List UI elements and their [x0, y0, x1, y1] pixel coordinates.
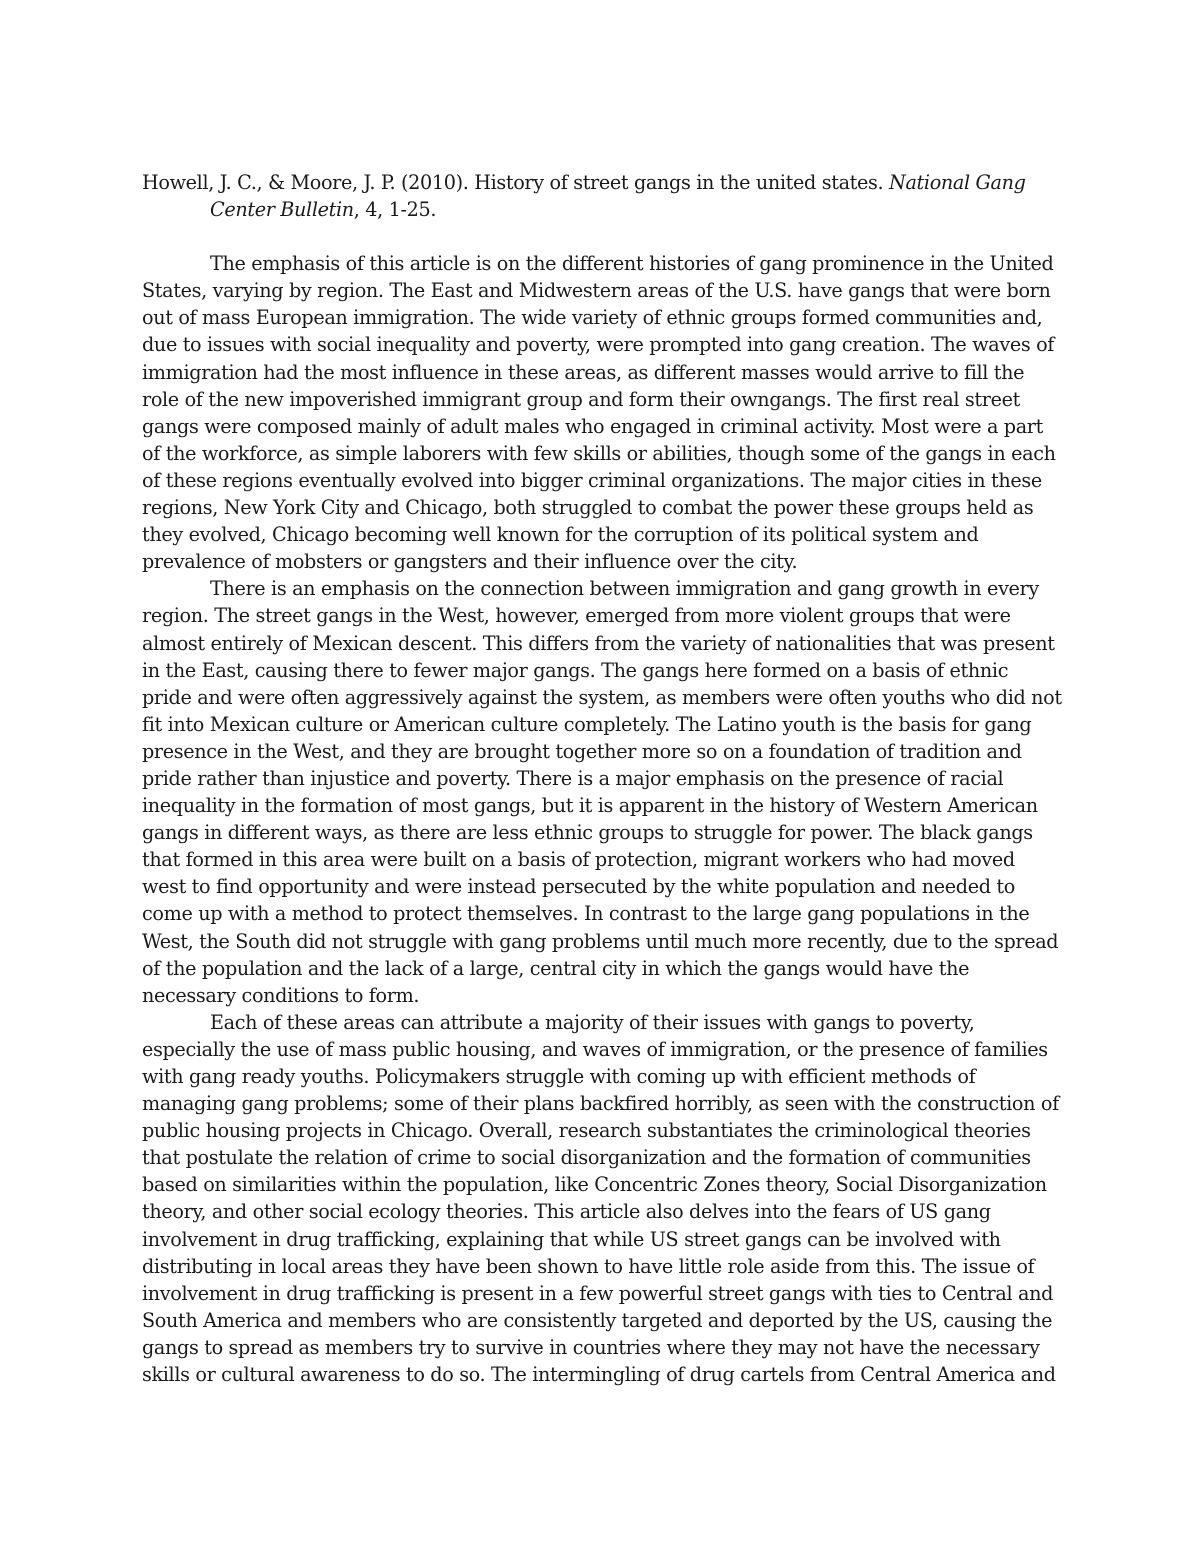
- citation-authors-title: Howell, J. C., & Moore, J. P. (2010). History of street gangs in the united states.: [142, 171, 890, 194]
- citation-volume-pages: , 4, 1-25.: [353, 198, 437, 222]
- citation-journal: National Gang Center Bulletin: [210, 171, 1026, 222]
- paragraph-2: There is an emphasis on the connection between immigration and gang growth in every region. The street gangs in the West, however, emerged from more violent groups that were almost entirely of Mexican descent. This differs from the variety of nationalities that was present in the East, causing there to fewer major gangs. The gangs here formed on a basis of ethnic pride and were often aggressively against the system, as members were often youths who did not fit into Mexican culture or American culture completely. The Latino youth is the basis for gang presence in the West, and they are brought together more so on a foundation of tradition and pride rather than injustice and poverty. There is a major emphasis on the presence of racial inequality in the formation of most gangs, but it is apparent in the history of Western American gangs in different ways, as there are less ethnic groups to struggle for power. The black gangs that formed in this area were built on a basis of protection, migrant workers who had moved west to find opportunity and were instead persecuted by the white population and needed to come up with a method to protect themselves. In contrast to the large gang populations in the West, the South did not struggle with gang problems until much more recently, due to the spread of the population and the lack of a large, central city in which the gangs would have the necessary conditions to form.: [142, 577, 1062, 1007]
- paragraph-3: Each of these areas can attribute a majority of their issues with gangs to poverty, especially the use of mass public housing, and waves of immigration, or the presence of families with gang ready youths. Policymakers struggle with coming up with efficient methods of managing gang problems; some of their plans backfired horribly, as seen with the construction of public housing projects in Chicago. Overall, research substantiates the criminological theories that postulate the relation of crime to social disorganization and the formation of communities based on similarities within the population, like Concentric Zones theory, Social Disorganization theory, and other social ecology theories. This article also delves into the fears of US gang involvement in drug trafficking, explaining that while US street gangs can be involved with distributing in local areas they have been shown to have little role aside from this. The issue of involvement in drug trafficking is present in a few powerful street gangs with ties to Central and South America and members who are consistently targeted and deported by the US, causing the gangs to spread as members try to survive in countries where they may not have the necessary skills or cultural awareness to do so. The intermingling of drug cartels from Central America and: [142, 1010, 1059, 1387]
- reference-citation: [142, 169, 1062, 223]
- document-body: [142, 169, 1062, 1388]
- paragraph-1: The emphasis of this article is on the different histories of gang prominence in the United States, varying by region. The East and Midwestern areas of the U.S. have gangs that were born out of mass European immigration. The wide variety of ethnic groups formed communities and, due to issues with social inequality and poverty, were prompted into gang creation. The waves of immigration had the most influence in these areas, as different masses would arrive to fill the role of the new impoverished immigrant group and form their owngangs. The first real street gangs were composed mainly of adult males who engaged in criminal activity. Most were a part of the workforce, as simple laborers with few skills or abilities, though some of the gangs in each of these regions eventually evolved into bigger criminal organizations. The major cities in these regions, New York City and Chicago, both struggled to combat the power these groups held as they evolved, Chicago becoming well known for the corruption of its political system and prevalence of mobsters or gangsters and their influence over the city.: [142, 252, 1056, 574]
